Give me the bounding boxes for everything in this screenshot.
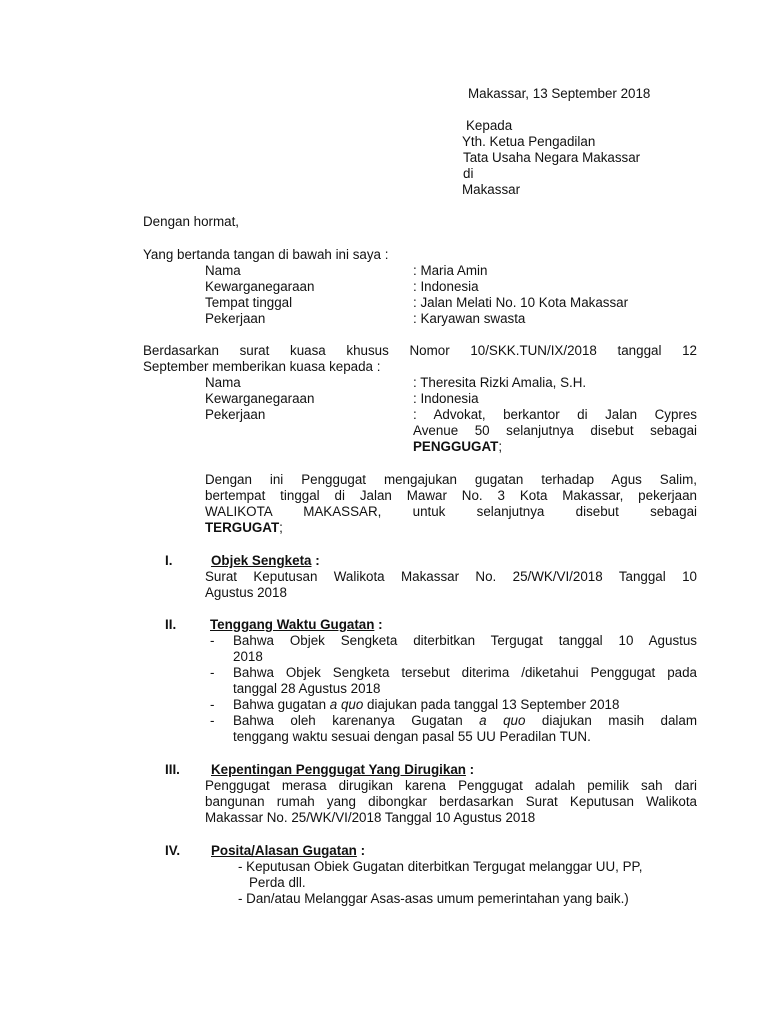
section-2-item-4-line-2: tenggang waktu sesuai dengan pasal 55 UU Peradilan TUN. bbox=[233, 729, 591, 744]
plaintiff-address-label: Tempat tinggal bbox=[205, 295, 293, 310]
section-2-item-3-post: diajukan pada tanggal 13 September 2018 bbox=[363, 697, 620, 712]
lawyer-job-line-2: Avenue 50 selanjutnya disebut sebagai bbox=[413, 423, 697, 438]
section-3-number: III. bbox=[165, 762, 180, 777]
plaintiff-name-label: Nama bbox=[205, 263, 241, 278]
lawyer-citizenship-label: Kewarganegaraan bbox=[205, 391, 315, 406]
section-2-item-4-line-1 bbox=[233, 713, 697, 729]
lawyer-name-value: : Theresita Rizki Amalia, S.H. bbox=[413, 375, 587, 390]
penggugat-term bbox=[413, 439, 502, 455]
section-2-item-4-post: diajukan masih dalam bbox=[541, 713, 697, 728]
section-2-item-4-italic: a quo bbox=[479, 713, 526, 728]
section-2-item-1-line-1: Bahwa Objek Sengketa diterbitkan Tergugat tanggal 10 Agustus bbox=[233, 633, 697, 648]
tergugat-bold: TERGUGAT bbox=[205, 520, 280, 535]
lawyer-name-label: Nama bbox=[205, 375, 241, 390]
place-date: Makassar, 13 September 2018 bbox=[468, 86, 651, 101]
section-2-title: Tenggang Waktu Gugatan bbox=[210, 617, 375, 632]
section-3-title: Kepentingan Penggugat Yang Dirugikan bbox=[211, 762, 466, 777]
section-2-item-3 bbox=[233, 697, 619, 713]
section-3-colon: : bbox=[465, 762, 475, 777]
section-4-item-1-line-1: - Keputusan Obiek Gugatan diterbitkan Tergugat melanggar UU, PP, bbox=[238, 859, 643, 874]
section-3-heading bbox=[211, 762, 474, 778]
plaintiff-job-label: Pekerjaan bbox=[205, 311, 266, 326]
defendant-line-2: bertempat tinggal di Jalan Mawar No. 3 Kota Makassar, pekerjaan bbox=[205, 488, 697, 503]
lawyer-citizenship-value: : Indonesia bbox=[413, 391, 479, 406]
section-4-colon: : bbox=[356, 843, 366, 858]
lawyer-job-line-1: : Advokat, berkantor di Jalan Cypres bbox=[413, 407, 697, 422]
plaintiff-address-value: : Jalan Melati No. 10 Kota Makassar bbox=[413, 295, 629, 310]
plaintiff-job-value: : Karyawan swasta bbox=[413, 311, 526, 326]
section-2-item-3-italic: a quo bbox=[329, 697, 364, 712]
section-1-colon: : bbox=[311, 553, 320, 568]
bullet-dash: - bbox=[210, 713, 215, 728]
addressee-court: Tata Usaha Negara Makassar bbox=[463, 150, 641, 165]
section-2-item-4-pre: Bahwa oleh karenanya Gugatan bbox=[233, 713, 480, 728]
addressee-kepada: Kepada bbox=[466, 118, 513, 133]
section-1-title: Objek Sengketa bbox=[211, 553, 312, 568]
bullet-dash: - bbox=[210, 633, 215, 648]
penggugat-semicolon: ; bbox=[498, 439, 503, 454]
section-2-item-3-pre: Bahwa gugatan bbox=[233, 697, 330, 712]
intro-text: Yang bertanda tangan di bawah ini saya : bbox=[143, 247, 389, 262]
section-2-number: II. bbox=[165, 617, 177, 632]
section-3-line-3: Makassar No. 25/WK/VI/2018 Tanggal 10 Agustus 2018 bbox=[205, 810, 536, 825]
addressee-city: Makassar bbox=[462, 182, 521, 197]
greeting: Dengan hormat, bbox=[143, 214, 240, 229]
section-2-item-2-line-1: Bahwa Objek Sengketa tersebut diterima /diketahui Penggugat pada bbox=[233, 665, 697, 680]
power-line-1: Berdasarkan surat kuasa khusus Nomor 10/SKK.TUN/IX/2018 tanggal 12 bbox=[143, 343, 697, 358]
defendant-line-3: WALIKOTA MAKASSAR, untuk selanjutnya disebut sebagai bbox=[205, 504, 697, 519]
section-2-colon: : bbox=[374, 617, 383, 632]
section-4-title: Posita/Alasan Gugatan bbox=[211, 843, 357, 858]
section-2-heading bbox=[210, 617, 383, 633]
lawyer-job-label: Pekerjaan bbox=[205, 407, 266, 422]
section-1-line-1: Surat Keputusan Walikota Makassar No. 25/WK/VI/2018 Tanggal 10 bbox=[205, 569, 697, 584]
penggugat-bold: PENGGUGAT bbox=[413, 439, 499, 454]
section-1-heading bbox=[211, 553, 320, 569]
section-4-number: IV. bbox=[165, 843, 181, 858]
tergugat-semicolon: ; bbox=[279, 520, 283, 535]
section-2-item-2-line-2: tanggal 28 Agustus 2018 bbox=[233, 681, 381, 696]
section-1-line-2: Agustus 2018 bbox=[205, 585, 287, 600]
plaintiff-citizenship-value: : Indonesia bbox=[413, 279, 479, 294]
tergugat-term bbox=[205, 520, 283, 536]
bullet-dash: - bbox=[210, 665, 215, 680]
section-1-number: I. bbox=[165, 553, 173, 568]
bullet-dash: - bbox=[210, 697, 215, 712]
plaintiff-name-value: : Maria Amin bbox=[413, 263, 488, 278]
plaintiff-citizenship-label: Kewarganegaraan bbox=[205, 279, 315, 294]
defendant-line-1: Dengan ini Penggugat mengajukan gugatan terhadap Agus Salim, bbox=[205, 472, 697, 487]
section-3-line-2: bangunan rumah yang dibongkar berdasarkan Surat Keputusan Walikota bbox=[205, 794, 697, 809]
section-4-heading bbox=[211, 843, 365, 859]
power-line-2: September memberikan kuasa kepada : bbox=[143, 359, 381, 374]
section-3-line-1: Penggugat merasa dirugikan karena Penggugat adalah pemilik sah dari bbox=[205, 778, 697, 793]
addressee-di: di bbox=[463, 166, 474, 181]
addressee-yth: Yth. Ketua Pengadilan bbox=[462, 134, 596, 149]
section-4-item-2: - Dan/atau Melanggar Asas-asas umum pemerintahan yang baik.) bbox=[238, 891, 629, 906]
section-4-item-1-line-2: Perda dll. bbox=[249, 875, 306, 890]
section-2-item-1-line-2: 2018 bbox=[233, 649, 263, 664]
